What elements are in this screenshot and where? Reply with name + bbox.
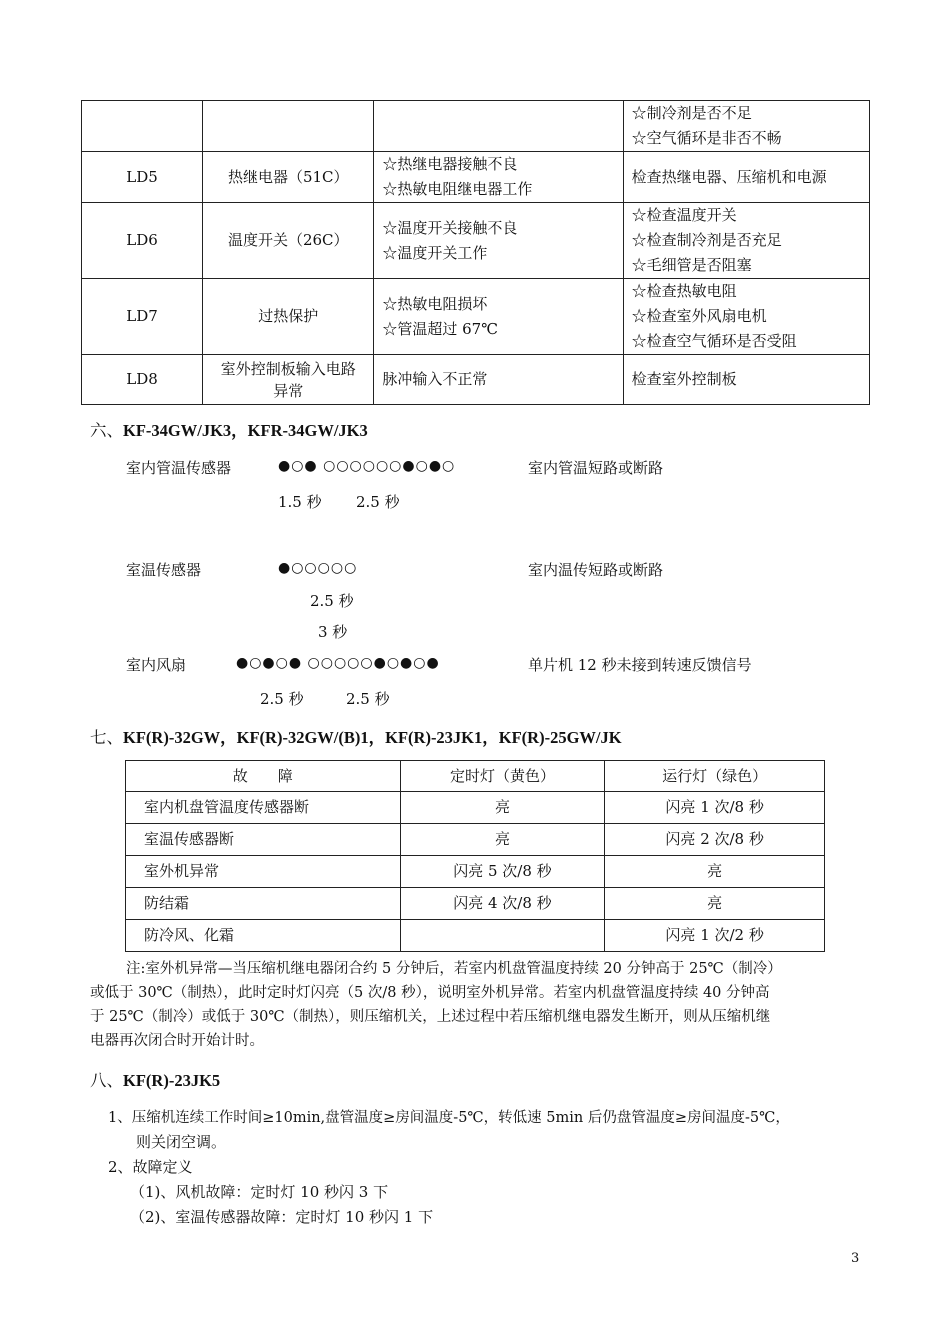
ld-table-cell xyxy=(203,355,374,405)
s6-item-1-desc: 室内管温短路或断路 xyxy=(528,459,664,477)
s6-item-3-time-2: 2.5 秒 xyxy=(346,690,390,708)
ld-table-cell xyxy=(623,101,869,152)
ld-cell-line: ☆检查制冷剂是否充足 xyxy=(631,231,782,249)
ld-cell-line: ☆热继电器接触不良 xyxy=(382,155,518,173)
s6-item-3-pattern: ●○●○● ○○○○○●○●○● xyxy=(236,655,440,671)
ld-table-cell xyxy=(374,101,623,152)
s6-item-2-desc: 室内温传短路或断路 xyxy=(528,561,664,579)
fault-table-ld xyxy=(81,100,870,405)
ld-table-cell xyxy=(82,101,203,152)
table-cell: 闪亮 5 次/8 秒 xyxy=(400,856,605,888)
ld-cell-line: ☆热敏电阻继电器工作 xyxy=(382,180,533,198)
ld-table-cell xyxy=(203,279,374,355)
table-row xyxy=(126,792,825,824)
s6-item-2-time-2: 3 秒 xyxy=(318,623,348,641)
ld-table-cell xyxy=(374,355,623,405)
s6-item-1-pattern: ●○● ○○○○○○●○●○ xyxy=(278,458,456,474)
ld-table-row xyxy=(82,355,870,405)
s7-note-line-1: 注:室外机异常—当压缩机继电器闭合约 5 分钟后，若室内机盘管温度持续 20 分钟高于 25℃（制冷） xyxy=(126,961,782,977)
ld-cell-line: ☆温度开关接触不良 xyxy=(382,218,518,237)
ld-cell-line: ☆管温超过 67℃ xyxy=(382,319,498,338)
ld-table-cell xyxy=(623,279,869,355)
ld-cell-line: ☆毛细管是否阻塞 xyxy=(631,256,752,274)
ld-table-cell: LD6 xyxy=(82,203,203,279)
ld-table-row xyxy=(82,152,870,203)
ld-table-row xyxy=(82,279,870,355)
ld-table-cell: LD5 xyxy=(82,152,203,203)
s7-note-line-2: 或低于 30℃（制热），此时定时灯闪亮（5 次/8 秒），说明室外机异常。若室内机盘管温度持续 40 分钟高 xyxy=(90,985,770,1001)
s6-item-2-label: 室温传感器 xyxy=(126,561,202,579)
table-cell: 防结霜 xyxy=(126,888,401,920)
ld-table-cell: LD8 xyxy=(82,355,203,405)
ld-cell-line: ☆检查室外风扇电机 xyxy=(631,307,767,325)
ld-cell-line: 热继电器（51C） xyxy=(227,167,349,186)
s8-para-1-cont: 则关闭空调。 xyxy=(136,1133,227,1151)
ld-cell-line: ☆空气循环是非否不畅 xyxy=(631,129,782,147)
table-cell: 闪亮 1 次/2 秒 xyxy=(605,920,825,952)
s7-note-line-4: 电器再次闭合时开始计时。 xyxy=(90,1033,264,1049)
page-number: 3 xyxy=(851,1251,860,1266)
s6-item-3-desc: 单片机 12 秒未接到转速反馈信号 xyxy=(528,656,752,674)
s6-item-1-label: 室内管温传感器 xyxy=(126,459,232,477)
s6-item-2-time-1: 2.5 秒 xyxy=(310,592,354,610)
section-8-heading: 八、KF(R)-23JK5 xyxy=(90,1071,221,1090)
ld-cell-line: ☆检查热敏电阻 xyxy=(631,282,737,300)
s6-item-1-time-1: 1.5 秒 xyxy=(278,493,322,511)
s6-item-3-label: 室内风扇 xyxy=(126,656,187,674)
column-header: 故 障 xyxy=(126,761,401,792)
column-header: 运行灯（绿色） xyxy=(605,761,825,792)
s8-item-2: （2)、室温传感器故障：定时灯 10 秒闪 1 下 xyxy=(130,1208,434,1226)
s6-item-3-time-1: 2.5 秒 xyxy=(260,690,304,708)
ld-table-cell xyxy=(623,152,869,203)
ld-cell-line: 检查室外控制板 xyxy=(631,370,737,388)
s7-note-line-3: 于 25℃（制冷）或低于 30℃（制热），则压缩机关，上述过程中若压缩机继电器发生断开，则从压缩机继 xyxy=(90,1009,771,1025)
table-cell: 亮 xyxy=(400,792,605,824)
table-row xyxy=(126,888,825,920)
table-cell: 防冷风、化霜 xyxy=(126,920,401,952)
s8-para-1: 1、压缩机连续工作时间≥10min,盘管温度≥房间温度-5℃，转低速 5min 后仍盘管温度≥房间温度-5℃， xyxy=(108,1110,790,1126)
ld-cell-line: 室外控制板输入电路 xyxy=(220,359,356,378)
table-cell: 室温传感器断 xyxy=(126,824,401,856)
ld-cell-line: ☆制冷剂是否不足 xyxy=(631,104,752,122)
table-cell: 室内机盘管温度传感器断 xyxy=(126,792,401,824)
table-cell xyxy=(400,920,605,952)
ld-table-cell xyxy=(203,203,374,279)
ld-cell-line: 温度开关（26C） xyxy=(227,231,349,249)
section-6-heading: 六、KF-34GW/JK3，KFR-34GW/JK3 xyxy=(90,421,368,440)
ld-cell-line: ☆检查空气循环是否受阻 xyxy=(631,332,797,350)
table-cell: 闪亮 4 次/8 秒 xyxy=(400,888,605,920)
section-7-heading: 七、KF(R)-32GW，KF(R)-32GW/(B)1，KF(R)-23JK1，KF(R)-25GW/JK xyxy=(90,728,622,747)
indicator-table-header xyxy=(126,761,825,792)
table-cell: 闪亮 2 次/8 秒 xyxy=(605,824,825,856)
table-row xyxy=(126,856,825,888)
s8-item-1: （1)、风机故障：定时灯 10 秒闪 3 下 xyxy=(130,1183,389,1201)
table-cell: 亮 xyxy=(605,856,825,888)
ld-table-cell xyxy=(203,101,374,152)
table-cell: 亮 xyxy=(400,824,605,856)
table-row xyxy=(126,824,825,856)
ld-cell-line: 脉冲输入不正常 xyxy=(382,370,488,388)
table-cell: 亮 xyxy=(605,888,825,920)
ld-cell-line: ☆温度开关工作 xyxy=(382,243,488,262)
table-cell: 室外机异常 xyxy=(126,856,401,888)
ld-table-cell: LD7 xyxy=(82,279,203,355)
s8-para-2: 2、故障定义 xyxy=(108,1158,193,1176)
ld-cell-line: ☆热敏电阻损坏 xyxy=(382,294,488,313)
ld-table-row xyxy=(82,203,870,279)
ld-table-cell xyxy=(203,152,374,203)
ld-cell-line: 过热保护 xyxy=(258,307,319,325)
ld-table-cell xyxy=(623,355,869,405)
indicator-table xyxy=(125,760,825,952)
s6-item-1-time-2: 2.5 秒 xyxy=(356,493,400,511)
ld-cell-line: 检查热继电器、压缩机和电源 xyxy=(631,167,827,186)
ld-table-cell xyxy=(374,203,623,279)
ld-table-row xyxy=(82,101,870,152)
ld-table-cell xyxy=(374,279,623,355)
s6-item-2-pattern: ●○○○○○ xyxy=(278,560,358,576)
table-cell: 闪亮 1 次/8 秒 xyxy=(605,792,825,824)
table-row xyxy=(126,920,825,952)
column-header: 定时灯（黄色） xyxy=(400,761,605,792)
ld-table-cell xyxy=(374,152,623,203)
ld-table-cell xyxy=(623,203,869,279)
ld-cell-line: ☆检查温度开关 xyxy=(631,206,737,224)
ld-cell-line: 异常 xyxy=(273,381,304,400)
